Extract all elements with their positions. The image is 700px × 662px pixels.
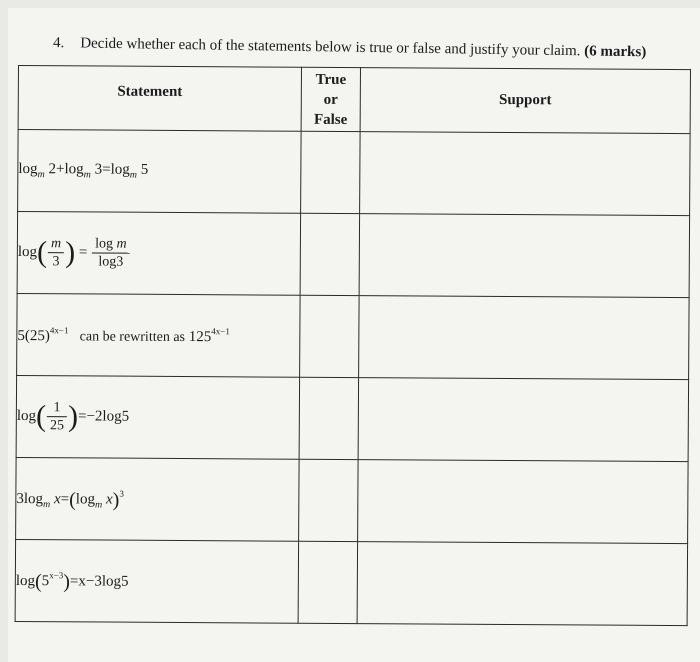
- statement-cell-4: [16, 375, 299, 459]
- true-false-cell-6[interactable]: [298, 541, 357, 623]
- support-cell-3[interactable]: [359, 296, 689, 380]
- statement-cell-6: [15, 539, 298, 623]
- statement-cell-1: [18, 130, 301, 214]
- statement-6: $\log(5^{x-3})=x-3\log 5$: [15, 569, 129, 593]
- question-text: Decide whether each of the statements below is true or false and justify your claim.: [80, 35, 581, 60]
- true-false-cell-5[interactable]: [299, 459, 358, 541]
- statement-cell-3: [17, 293, 300, 377]
- true-false-cell-4[interactable]: [299, 377, 358, 459]
- support-cell-2[interactable]: [359, 214, 689, 298]
- header-statement: Statement: [18, 66, 301, 132]
- true-false-cell-3[interactable]: [300, 295, 359, 377]
- table-row: [16, 375, 688, 461]
- header-true-false: [301, 67, 360, 131]
- table-row: [15, 539, 687, 625]
- question-marks: (6 marks): [584, 43, 647, 61]
- question-prompt: [53, 35, 647, 61]
- true-false-cell-1[interactable]: [301, 131, 360, 213]
- statement-cell-2: [17, 212, 300, 296]
- table-header-row: [18, 66, 690, 134]
- statement-5: $3\log_m$ $x=(\log_m$ x)$^3$: [16, 488, 124, 511]
- table-row: [17, 212, 689, 298]
- statement-cell-5: [16, 457, 299, 541]
- header-true: True: [315, 71, 347, 88]
- statement-4: log( $\frac{1}{25}$ )=−2log5: [16, 399, 130, 434]
- header-support: Support: [360, 68, 690, 134]
- table-row: [18, 130, 690, 216]
- support-cell-6[interactable]: [357, 542, 687, 626]
- table-row: [16, 457, 688, 543]
- header-or: or: [323, 91, 338, 108]
- table-row: [17, 293, 689, 379]
- support-cell-1[interactable]: [360, 132, 690, 216]
- statement-2: log( $\frac{m}{3}$ ) = $\frac{\text{log m}}{\log 3}$: [18, 244, 131, 261]
- question-number: 4.: [52, 35, 65, 52]
- header-false: False: [313, 111, 348, 128]
- support-cell-5[interactable]: [358, 460, 688, 544]
- statement-1: $\log_m 2+\log_m$ $3=\log_m$ 5: [18, 161, 149, 181]
- statement-3: $5(25)^{4x-1}$ can be rewritten as $125^{4x-1}$: [17, 324, 230, 345]
- worksheet-page: [8, 8, 700, 662]
- support-cell-4[interactable]: [358, 378, 688, 462]
- statements-table: [15, 65, 691, 626]
- true-false-cell-2[interactable]: [300, 213, 359, 295]
